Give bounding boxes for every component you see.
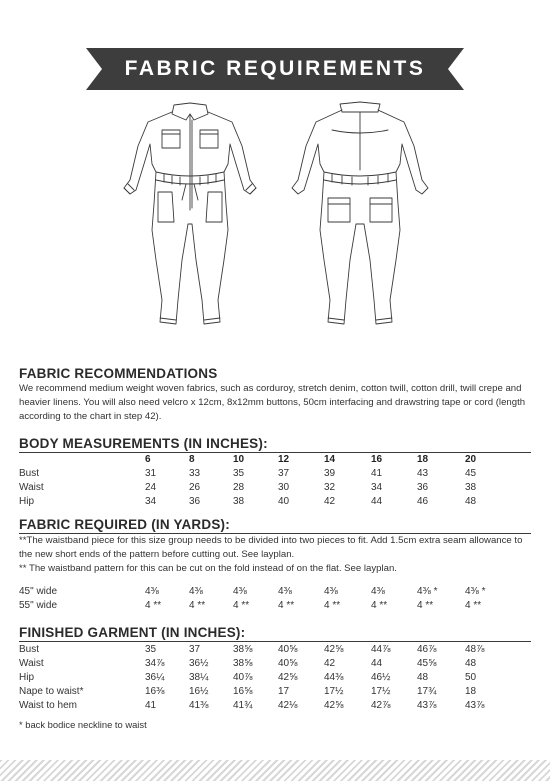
cell: 40⅝ bbox=[278, 658, 298, 669]
cell: 24 bbox=[145, 482, 157, 493]
cell: 16⅝ bbox=[233, 686, 253, 697]
page-title: FABRIC REQUIREMENTS bbox=[124, 57, 426, 80]
cell: 17¾ bbox=[417, 686, 437, 697]
cell: 36 bbox=[189, 496, 201, 507]
footnote: * back bodice neckline to waist bbox=[19, 719, 147, 730]
table-row bbox=[19, 643, 531, 657]
table-row bbox=[19, 467, 531, 481]
size-label: 12 bbox=[278, 454, 290, 465]
table-row bbox=[19, 671, 531, 685]
cell: 36¼ bbox=[145, 672, 165, 683]
cell: 43⅞ bbox=[465, 700, 485, 711]
cell: 42⅝ bbox=[278, 672, 298, 683]
cell: 44 bbox=[371, 496, 383, 507]
size-label: 8 bbox=[189, 454, 195, 465]
cell: 37 bbox=[189, 644, 201, 655]
cell: 4⅜ * bbox=[465, 586, 486, 597]
cell: 46 bbox=[417, 496, 429, 507]
jumpsuit-front-view bbox=[124, 103, 256, 324]
cell: 42⅞ bbox=[371, 700, 391, 711]
cell: 41⅜ bbox=[189, 700, 209, 711]
cell: 17½ bbox=[324, 686, 344, 697]
row-label: Hip bbox=[19, 496, 35, 507]
row-label: Waist bbox=[19, 658, 44, 669]
cell: 46⅞ bbox=[417, 644, 437, 655]
cell: 34 bbox=[371, 482, 383, 493]
cell: 16½ bbox=[189, 686, 209, 697]
cell: 41 bbox=[145, 700, 157, 711]
fabric-note-1: **The waistband piece for this size group needs to be divided into two pieces to fit. Add 1.5cm extra seam allowance to the new short ends of the pattern before cutting out. See layplan. bbox=[19, 535, 523, 560]
size-label: 18 bbox=[417, 454, 429, 465]
cell: 48 bbox=[417, 672, 429, 683]
cell: 46½ bbox=[371, 672, 391, 683]
cell: 31 bbox=[145, 468, 157, 479]
cell: 33 bbox=[189, 468, 201, 479]
cell: 4 ** bbox=[371, 600, 388, 611]
cell: 26 bbox=[189, 482, 201, 493]
cell: 43⅞ bbox=[417, 700, 437, 711]
fabric-required-title: FABRIC REQUIRED (IN YARDS): bbox=[19, 517, 230, 532]
cell: 50 bbox=[465, 672, 477, 683]
jumpsuit-back-view bbox=[292, 102, 428, 324]
cell: 48⅞ bbox=[465, 644, 485, 655]
cell: 42⅝ bbox=[324, 644, 344, 655]
cell: 42⅝ bbox=[324, 700, 344, 711]
cell: 38⅝ bbox=[233, 658, 253, 669]
finished-garment-title: FINISHED GARMENT (IN INCHES): bbox=[19, 625, 246, 640]
cell: 4 ** bbox=[417, 600, 434, 611]
cell: 4⅜ bbox=[324, 586, 338, 597]
cell: 40⅞ bbox=[233, 672, 253, 683]
table-row bbox=[19, 585, 531, 599]
cell: 17 bbox=[278, 686, 290, 697]
cell: 39 bbox=[324, 468, 336, 479]
cell: 44⅜ bbox=[324, 672, 344, 683]
size-label: 14 bbox=[324, 454, 336, 465]
cell: 16⅜ bbox=[145, 686, 165, 697]
row-label: Nape to waist* bbox=[19, 686, 84, 697]
cell: 34⅞ bbox=[145, 658, 165, 669]
cell: 37 bbox=[278, 468, 290, 479]
cell: 44⅞ bbox=[371, 644, 391, 655]
row-label: Waist to hem bbox=[19, 700, 77, 711]
table-row bbox=[19, 599, 531, 613]
cell: 36 bbox=[417, 482, 429, 493]
cell: 35 bbox=[233, 468, 245, 479]
cell: 35 bbox=[145, 644, 157, 655]
cell: 4 ** bbox=[465, 600, 482, 611]
row-label: Bust bbox=[19, 644, 40, 655]
cell: 4 ** bbox=[233, 600, 250, 611]
table-row bbox=[19, 495, 531, 509]
cell: 36½ bbox=[189, 658, 209, 669]
recommendations-title: FABRIC RECOMMENDATIONS bbox=[19, 366, 218, 381]
cell: 38¼ bbox=[189, 672, 209, 683]
cell: 38 bbox=[465, 482, 477, 493]
size-label: 10 bbox=[233, 454, 245, 465]
cell: 28 bbox=[233, 482, 245, 493]
cell: 45⅝ bbox=[417, 658, 437, 669]
size-header-row bbox=[19, 453, 531, 467]
row-label: 45" wide bbox=[19, 586, 58, 597]
cell: 43 bbox=[417, 468, 429, 479]
cell: 4 ** bbox=[324, 600, 341, 611]
cell: 42⅛ bbox=[278, 700, 298, 711]
cell: 18 bbox=[465, 686, 477, 697]
row-label: 55" wide bbox=[19, 600, 58, 611]
cell: 30 bbox=[278, 482, 290, 493]
cell: 4⅜ bbox=[189, 586, 203, 597]
cell: 4 ** bbox=[189, 600, 206, 611]
table-row bbox=[19, 481, 531, 495]
cell: 45 bbox=[465, 468, 477, 479]
cell: 38⅝ bbox=[233, 644, 253, 655]
cell: 4 ** bbox=[145, 600, 162, 611]
cell: 4⅜ bbox=[233, 586, 247, 597]
cell: 4⅜ bbox=[371, 586, 385, 597]
cell: 41 bbox=[371, 468, 383, 479]
cell: 40⅝ bbox=[278, 644, 298, 655]
cell: 34 bbox=[145, 496, 157, 507]
row-label: Waist bbox=[19, 482, 44, 493]
table-row bbox=[19, 657, 531, 671]
jumpsuit-illustration bbox=[110, 100, 440, 336]
cell: 41¾ bbox=[233, 700, 253, 711]
table-row bbox=[19, 685, 531, 699]
size-label: 20 bbox=[465, 454, 477, 465]
body-measurements-title: BODY MEASUREMENTS (IN INCHES): bbox=[19, 436, 268, 451]
title-banner bbox=[86, 48, 464, 90]
cell: 4⅜ bbox=[278, 586, 292, 597]
cell: 42 bbox=[324, 658, 336, 669]
cell: 48 bbox=[465, 658, 477, 669]
section-divider bbox=[19, 641, 531, 642]
table-row bbox=[19, 699, 531, 713]
cell: 42 bbox=[324, 496, 336, 507]
cell: 40 bbox=[278, 496, 290, 507]
row-label: Hip bbox=[19, 672, 35, 683]
cell: 38 bbox=[233, 496, 245, 507]
cell: 17½ bbox=[371, 686, 391, 697]
cell: 4 ** bbox=[278, 600, 295, 611]
row-label: Bust bbox=[19, 468, 40, 479]
cell: 32 bbox=[324, 482, 336, 493]
footer-stripe bbox=[0, 760, 550, 781]
fabric-note-2: ** The waistband pattern for this can be cut on the fold instead of on the flat. See layplan. bbox=[19, 563, 397, 574]
size-label: 16 bbox=[371, 454, 383, 465]
cell: 4⅜ bbox=[145, 586, 159, 597]
cell: 4⅜ * bbox=[417, 586, 438, 597]
recommendations-text: We recommend medium weight woven fabrics, such as corduroy, stretch denim, cotton twill, cotton drill, twill crepe and heavier linens. You will also need velcro x 12cm, 8x12mm buttons, 50cm interfacing and drawstring tape or cord (length according to the chart in step 42). bbox=[19, 383, 526, 422]
cell: 44 bbox=[371, 658, 383, 669]
size-label: 6 bbox=[145, 454, 151, 465]
cell: 48 bbox=[465, 496, 477, 507]
